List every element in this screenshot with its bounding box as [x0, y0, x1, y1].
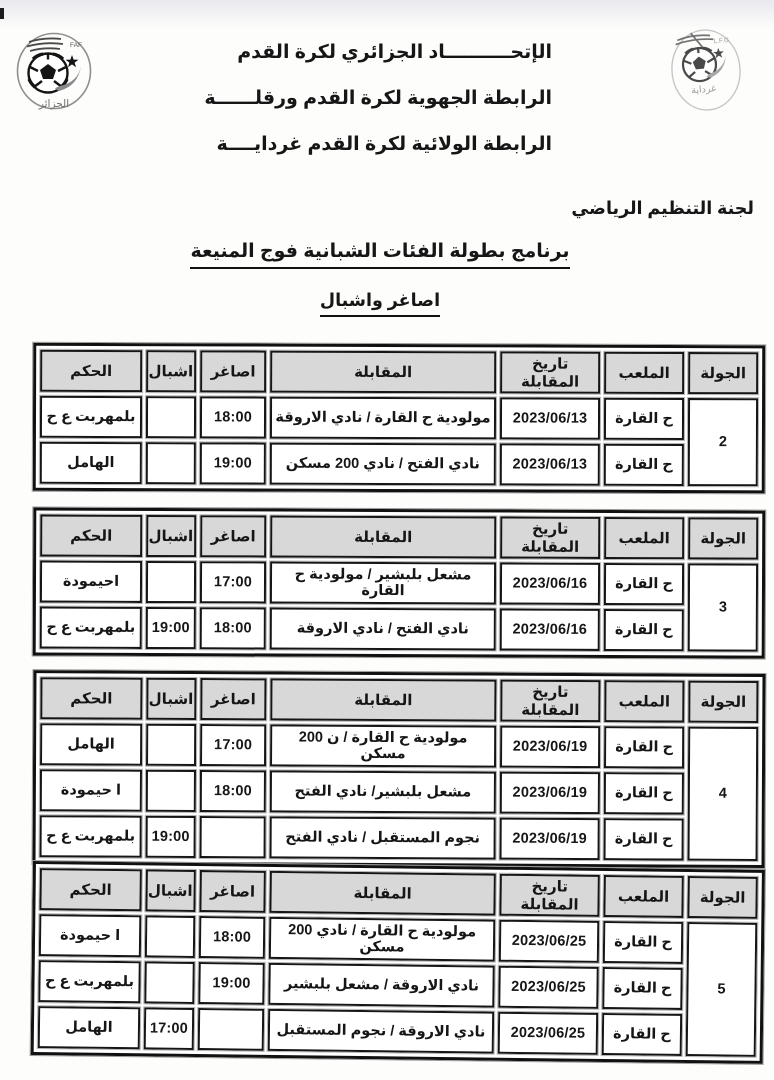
col-header-referee: الحكم: [40, 514, 142, 556]
table-row: [39, 914, 757, 965]
col-header-stadium: الملعب: [603, 875, 684, 918]
asagher-time-cell: 19:00: [200, 442, 266, 484]
header-line-regional-league: الرابطة الجهوية لكرة القدم ورقلــــــة: [204, 88, 552, 109]
col-header-match: المقابلة: [270, 351, 496, 394]
col-header-asagher: اصاغر: [200, 678, 266, 720]
committee-label: لجنة التنظيم الرياضي: [571, 198, 754, 218]
referee-cell: ا حيمودة: [39, 914, 142, 957]
match-cell: نادي الفتح / نادي الاروقة: [270, 608, 496, 651]
round-number: 2: [688, 398, 758, 486]
stadium-cell: ح القارة: [604, 609, 684, 651]
date-cell: 2023/06/25: [498, 966, 599, 1009]
header-row: [40, 514, 758, 559]
stadium-cell: ح القارة: [604, 444, 684, 486]
asagher-time-cell: 18:00: [200, 607, 266, 649]
table-row: [40, 769, 758, 815]
col-header-round: الجولة: [688, 352, 758, 394]
speed-lines-icon: [27, 38, 63, 51]
referee-cell: الهامل: [40, 723, 142, 766]
table-row: [40, 606, 758, 651]
ashbal-time-cell: [146, 770, 196, 812]
round-4-table-wrap: [32, 670, 747, 868]
asagher-time-cell: 19:00: [198, 962, 265, 1005]
referee-cell: بلمهربت ع ح: [38, 960, 141, 1003]
round-2-table: [33, 343, 766, 494]
round-number: 5: [686, 922, 758, 1057]
col-header-date: تاريخ المقابلة: [500, 680, 600, 723]
match-cell: مشعل بلبشير/ نادي الفتح: [270, 770, 496, 813]
ashbal-time-cell: [146, 396, 196, 438]
referee-cell: بلمهربت ع ح: [40, 396, 142, 438]
round-number: 4: [688, 727, 759, 861]
federation-logo-graphic: [14, 30, 94, 116]
round-2-table-wrap: [33, 343, 747, 493]
asagher-time-cell: 17:00: [200, 561, 266, 603]
stadium-cell: ح القارة: [604, 818, 684, 860]
asagher-time-cell: 18:00: [199, 916, 266, 959]
header-row: [40, 350, 758, 395]
date-cell: 2023/06/16: [500, 609, 600, 651]
referee-cell: الهامل: [38, 1006, 141, 1049]
round-number: 3: [688, 563, 758, 651]
stadium-cell: ح القارة: [604, 772, 684, 814]
referee-cell: احيمودة: [40, 560, 142, 602]
round-5-table: [31, 861, 765, 1064]
table-row: [40, 815, 758, 861]
col-header-asagher: اصاغر: [200, 350, 266, 392]
table-row: [40, 723, 758, 769]
document-subtitle-text: اصاغر واشبال: [320, 290, 440, 317]
ashbal-time-cell: 17:00: [144, 1007, 195, 1050]
asagher-time-cell: [198, 1008, 265, 1051]
referee-cell: بلمهربت ع ح: [40, 606, 142, 648]
asagher-time-cell: 18:00: [200, 396, 266, 438]
date-cell: 2023/06/13: [500, 443, 600, 485]
ashbal-time-cell: 19:00: [146, 607, 196, 649]
match-cell: مولودية ح القارة / ن 200 مسكن: [270, 724, 496, 767]
match-cell: نادي الاروقة / نجوم المستقبل: [268, 1009, 494, 1054]
col-header-match: المقابلة: [269, 871, 495, 916]
date-cell: 2023/06/25: [499, 920, 600, 963]
col-header-round: الجولة: [688, 681, 758, 723]
col-header-ashbal: اشبال: [146, 350, 196, 392]
table-row: [40, 396, 758, 441]
table-row: [38, 1006, 756, 1057]
stadium-cell: ح القارة: [602, 1013, 683, 1056]
col-header-ashbal: اشبال: [146, 678, 196, 720]
scan-artifact: [0, 8, 4, 19]
table-row: [40, 560, 758, 605]
date-cell: 2023/06/19: [500, 818, 600, 861]
stadium-cell: ح القارة: [602, 967, 683, 1010]
table-row: [38, 960, 756, 1011]
date-cell: 2023/06/19: [500, 772, 600, 815]
match-cell: مشعل بلبشير / مولودية ح القارة: [270, 562, 496, 605]
soccer-ball-icon: [682, 47, 718, 83]
star-icon: [66, 55, 79, 67]
stadium-cell: ح القارة: [604, 398, 684, 440]
match-cell: مولودية ح القارة / نادي الاروقة: [270, 397, 496, 440]
match-cell: نجوم المستقبل / نادي الفتح: [270, 816, 496, 859]
col-header-referee: الحكم: [40, 350, 142, 392]
stadium-cell: ح القارة: [603, 921, 684, 964]
round-3-table: [33, 507, 766, 658]
ashbal-time-cell: [145, 915, 196, 958]
ashbal-time-cell: [146, 724, 196, 766]
referee-cell: الهامل: [40, 442, 142, 484]
match-cell: نادي الفتح / نادي 200 مسكن: [270, 443, 496, 486]
algeria-federation-logo: [14, 30, 94, 116]
col-header-referee: الحكم: [39, 868, 142, 911]
asagher-time-cell: [200, 816, 266, 858]
federation-header-lines: [180, 30, 552, 168]
round-3-table-wrap: [33, 507, 747, 658]
header-line-federation: الإتحــــــــــاد الجزائري لكرة القدم: [237, 42, 552, 63]
stadium-cell: ح القارة: [604, 726, 684, 768]
ashbal-time-cell: 19:00: [146, 816, 196, 858]
round-4-table: [32, 670, 765, 868]
col-header-asagher: اصاغر: [200, 515, 266, 557]
col-header-date: تاريخ المقابلة: [500, 517, 600, 559]
col-header-ashbal: اشبال: [146, 515, 196, 557]
match-cell: نادي الاروقة / مشعل بلبشير: [268, 963, 494, 1008]
document-title: [0, 240, 760, 269]
ashbal-time-cell: [146, 442, 196, 484]
referee-cell: ا حيمودة: [40, 769, 142, 812]
col-header-match: المقابلة: [270, 678, 496, 721]
col-header-match: المقابلة: [270, 516, 496, 559]
asagher-time-cell: 18:00: [200, 770, 266, 812]
referee-cell: بلمهربت ع ح: [40, 815, 142, 858]
ghardaia-league-logo: [664, 23, 747, 117]
col-header-asagher: اصاغر: [199, 870, 266, 913]
document-title-text: برنامج بطولة الفئات الشبانية فوج المنيعة: [190, 240, 569, 269]
logo-caption: غرداية: [690, 83, 717, 97]
date-cell: 2023/06/13: [500, 397, 600, 439]
date-cell: 2023/06/25: [498, 1012, 599, 1055]
logo-mark-text: FAF: [70, 42, 82, 49]
match-cell: مولودية ح القارة / نادي 200 مسكن: [269, 917, 495, 962]
stadium-cell: ح القارة: [604, 563, 684, 605]
ashbal-time-cell: [144, 961, 195, 1004]
col-header-round: الجولة: [687, 876, 758, 919]
col-header-referee: الحكم: [40, 677, 142, 720]
header-row: [39, 868, 757, 919]
col-header-ashbal: اشبال: [145, 869, 196, 912]
date-cell: 2023/06/16: [500, 563, 600, 605]
col-header-stadium: الملعب: [604, 517, 684, 559]
logo-caption: الجزائر: [38, 98, 70, 110]
ashbal-time-cell: [146, 561, 196, 603]
col-header-date: تاريخ المقابلة: [500, 351, 600, 393]
header-row: [40, 677, 758, 723]
league-logo-graphic: [664, 23, 747, 117]
table-row: [40, 442, 758, 487]
asagher-time-cell: 17:00: [200, 724, 266, 766]
col-header-date: تاريخ المقابلة: [499, 874, 600, 917]
col-header-stadium: الملعب: [604, 352, 684, 394]
header-line-wilaya-league: الرابطة الولائية لكرة القدم غردايــــة: [216, 134, 552, 155]
col-header-stadium: الملعب: [604, 680, 684, 722]
col-header-round: الجولة: [688, 517, 758, 559]
logo-mark-text: L.F.G: [713, 36, 730, 46]
round-5-table-wrap: [31, 861, 746, 1064]
document-subtitle: [0, 290, 760, 317]
date-cell: 2023/06/19: [500, 726, 600, 769]
